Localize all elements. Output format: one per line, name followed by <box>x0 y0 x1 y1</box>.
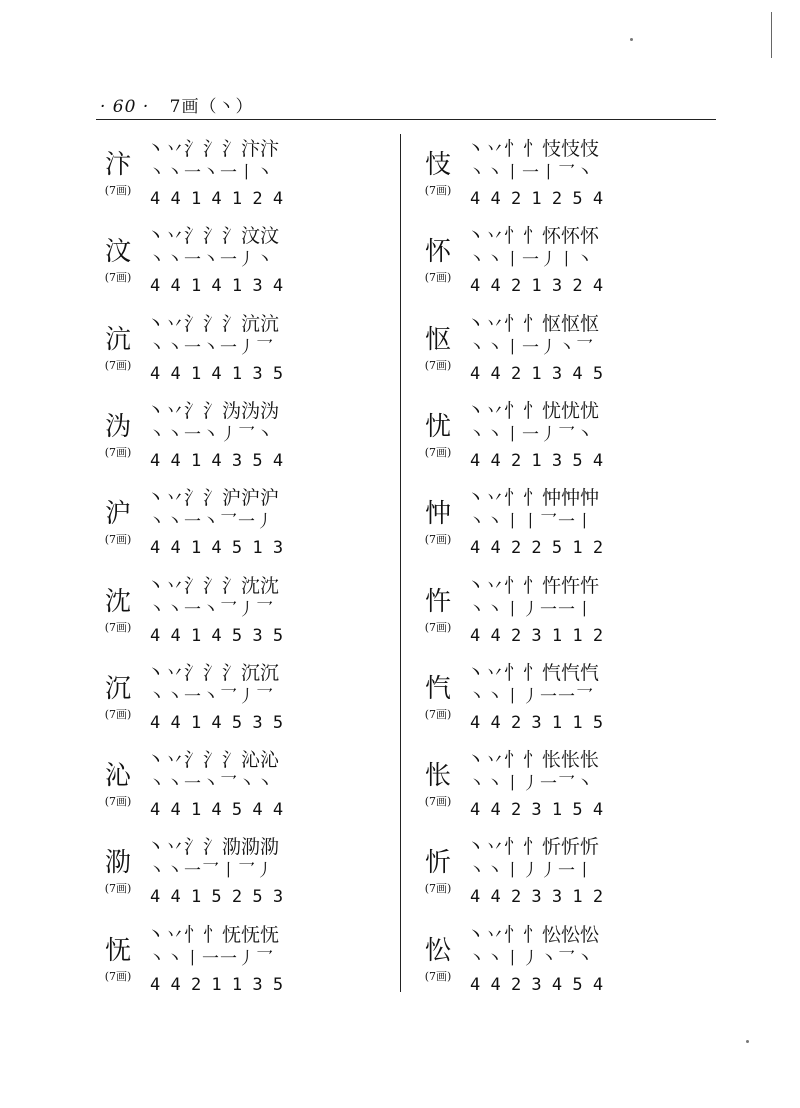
stroke-count-note: (7画) <box>104 533 132 546</box>
head-character: 沉 <box>104 674 131 704</box>
stroke-sequence: 丶丷氵氵氵沁沁 <box>146 749 280 771</box>
stroke-codes: 4 4 1 4 1 3 4 <box>150 276 284 296</box>
stroke-codes: 4 4 2 1 2 5 4 <box>470 189 604 209</box>
stroke-codes: 4 4 1 4 5 4 4 <box>150 800 284 820</box>
character-entry <box>416 138 716 218</box>
character-entry <box>96 662 396 742</box>
stroke-codes: 4 4 2 3 4 5 4 <box>470 975 604 995</box>
stroke-sequence: 丶丷忄忄怄怄怄 <box>466 313 600 335</box>
head-character: 忧 <box>424 412 451 442</box>
head-character: 沁 <box>104 761 131 791</box>
character-entry <box>416 225 716 305</box>
stroke-sequence: 丶丷忄忄忮忮忮 <box>466 138 600 160</box>
stroke-count-note: (7画) <box>424 359 452 372</box>
stroke-count-note: (7画) <box>424 621 452 634</box>
stroke-sequence: 丶丷忄忄怃怃怃 <box>146 924 280 946</box>
stroke-count-note: (7画) <box>424 795 452 808</box>
speck <box>630 38 633 41</box>
character-entry <box>96 924 396 1004</box>
stroke-sequence: 丶丷氵氵氵沈沈 <box>146 575 280 597</box>
head-character: 怃 <box>104 936 131 966</box>
character-entry <box>96 138 396 218</box>
character-entry <box>96 400 396 480</box>
stroke-types: 丶丶一丶乛丶丶 <box>148 774 274 794</box>
character-entry <box>96 487 396 567</box>
character-entry <box>416 924 716 1004</box>
stroke-codes: 4 4 2 3 1 5 4 <box>470 800 604 820</box>
character-entry <box>96 313 396 393</box>
head-character: 汴 <box>104 150 131 180</box>
character-entry <box>416 313 716 393</box>
head-character: 沪 <box>104 499 131 529</box>
stroke-types: 丶丶一丶丿乛丶 <box>148 425 274 445</box>
stroke-sequence: 丶丷忄忄忪忪忪 <box>466 924 600 946</box>
character-entry <box>416 749 716 829</box>
stroke-codes: 4 4 1 4 1 2 4 <box>150 189 284 209</box>
head-character: 忡 <box>424 499 451 529</box>
stroke-types: 丶丶丨一一丿乛 <box>148 949 274 969</box>
stroke-count-note: (7画) <box>104 359 132 372</box>
character-entry <box>416 487 716 567</box>
stroke-codes: 4 4 1 4 5 3 5 <box>150 713 284 733</box>
stroke-types: 丶丶丨丿丿一丨 <box>468 861 594 881</box>
stroke-count-note: (7画) <box>104 882 132 895</box>
stroke-count-note: (7画) <box>424 970 452 983</box>
stroke-count-note: (7画) <box>424 184 452 197</box>
page-number: · 60 · <box>100 97 150 117</box>
character-entry <box>96 225 396 305</box>
stroke-sequence: 丶丷忄忄怅怅怅 <box>466 749 600 771</box>
character-entry <box>416 575 716 655</box>
margin-mark <box>771 12 772 58</box>
header-rule <box>96 119 716 120</box>
head-character: 沩 <box>104 412 131 442</box>
character-entry <box>96 749 396 829</box>
stroke-codes: 4 4 1 4 5 3 5 <box>150 626 284 646</box>
stroke-count-note: (7画) <box>104 708 132 721</box>
character-entry <box>96 575 396 655</box>
head-character: 忾 <box>424 674 451 704</box>
stroke-sequence: 丶丷忄忄忧忧忧 <box>466 400 600 422</box>
stroke-count-note: (7画) <box>424 533 452 546</box>
stroke-sequence: 丶丷忄忄忡忡忡 <box>466 487 600 509</box>
stroke-types: 丶丶丨一丿乛丶 <box>468 425 594 445</box>
head-character: 怅 <box>424 761 451 791</box>
stroke-types: 丶丶一丶一丿乛 <box>148 338 274 358</box>
head-character: 沆 <box>104 325 131 355</box>
stroke-codes: 4 4 2 1 3 5 4 <box>470 451 604 471</box>
stroke-types: 丶丶一丶乛丿乛 <box>148 600 274 620</box>
stroke-codes: 4 4 1 4 5 1 3 <box>150 538 284 558</box>
stroke-sequence: 丶丷忄忄怀怀怀 <box>466 225 600 247</box>
stroke-codes: 4 4 1 5 2 5 3 <box>150 887 284 907</box>
stroke-types: 丶丶丨丿一一丨 <box>468 600 594 620</box>
stroke-codes: 4 4 2 1 1 3 5 <box>150 975 284 995</box>
stroke-count-note: (7画) <box>104 446 132 459</box>
stroke-types: 丶丶丨一丿丶乛 <box>468 338 594 358</box>
stroke-types: 丶丶一丶乛丿乛 <box>148 687 274 707</box>
head-character: 忤 <box>424 587 451 617</box>
stroke-count-note: (7画) <box>104 271 132 284</box>
head-character: 沈 <box>104 587 131 617</box>
stroke-sequence: 丶丷氵氵氵沉沉 <box>146 662 280 684</box>
stroke-count-note: (7画) <box>424 271 452 284</box>
stroke-sequence: 丶丷氵氵氵汶汶 <box>146 225 280 247</box>
stroke-sequence: 丶丷忄忄忻忻忻 <box>466 836 600 858</box>
stroke-types: 丶丶丨丿丶乛丶 <box>468 949 594 969</box>
stroke-codes: 4 4 1 4 3 5 4 <box>150 451 284 471</box>
head-character: 忮 <box>424 150 451 180</box>
stroke-sequence: 丶丷忄忄忤忤忤 <box>466 575 600 597</box>
character-entry <box>416 662 716 742</box>
stroke-codes: 4 4 2 1 3 2 4 <box>470 276 604 296</box>
stroke-count-note: (7画) <box>424 882 452 895</box>
stroke-count-note: (7画) <box>424 446 452 459</box>
stroke-count-note: (7画) <box>104 795 132 808</box>
stroke-types: 丶丶丨一丿丨丶 <box>468 250 594 270</box>
stroke-codes: 4 4 2 1 3 4 5 <box>470 364 604 384</box>
stroke-count-note: (7画) <box>104 970 132 983</box>
stroke-count-note: (7画) <box>104 184 132 197</box>
character-entry <box>96 836 396 916</box>
head-character: 泐 <box>104 848 131 878</box>
stroke-types: 丶丶一乛丨乛丿 <box>148 861 274 881</box>
stroke-sequence: 丶丷氵氵氵沆沆 <box>146 313 280 335</box>
stroke-count-note: (7画) <box>424 708 452 721</box>
stroke-types: 丶丶丨丨乛一丨 <box>468 512 594 532</box>
stroke-types: 丶丶一丶一丨丶 <box>148 163 274 183</box>
stroke-codes: 4 4 2 3 1 1 5 <box>470 713 604 733</box>
stroke-codes: 4 4 2 3 1 1 2 <box>470 626 604 646</box>
stroke-types: 丶丶丨丿一乛丶 <box>468 774 594 794</box>
stroke-sequence: 丶丷忄忄忾忾忾 <box>466 662 600 684</box>
stroke-sequence: 丶丷氵氵泐泐泐 <box>146 836 280 858</box>
head-character: 忪 <box>424 936 451 966</box>
stroke-codes: 4 4 1 4 1 3 5 <box>150 364 284 384</box>
stroke-count-note: (7画) <box>104 621 132 634</box>
section-title: 7画（丶） <box>169 97 254 117</box>
column-divider <box>400 134 401 992</box>
stroke-codes: 4 4 2 3 3 1 2 <box>470 887 604 907</box>
head-character: 汶 <box>104 237 131 267</box>
speck <box>746 1040 749 1043</box>
stroke-types: 丶丶一丶乛一丿 <box>148 512 274 532</box>
head-character: 怀 <box>424 237 451 267</box>
stroke-sequence: 丶丷氵氵沪沪沪 <box>146 487 280 509</box>
stroke-codes: 4 4 2 2 5 1 2 <box>470 538 604 558</box>
head-character: 忻 <box>424 848 451 878</box>
stroke-types: 丶丶丨一丨乛丶 <box>468 163 594 183</box>
stroke-types: 丶丶丨丿一一乛 <box>468 687 594 707</box>
character-entry <box>416 836 716 916</box>
head-character: 怄 <box>424 325 451 355</box>
stroke-sequence: 丶丷氵氵沩沩沩 <box>146 400 280 422</box>
character-entry <box>416 400 716 480</box>
stroke-sequence: 丶丷氵氵氵汴汴 <box>146 138 280 160</box>
stroke-types: 丶丶一丶一丿丶 <box>148 250 274 270</box>
page-header <box>100 92 253 117</box>
